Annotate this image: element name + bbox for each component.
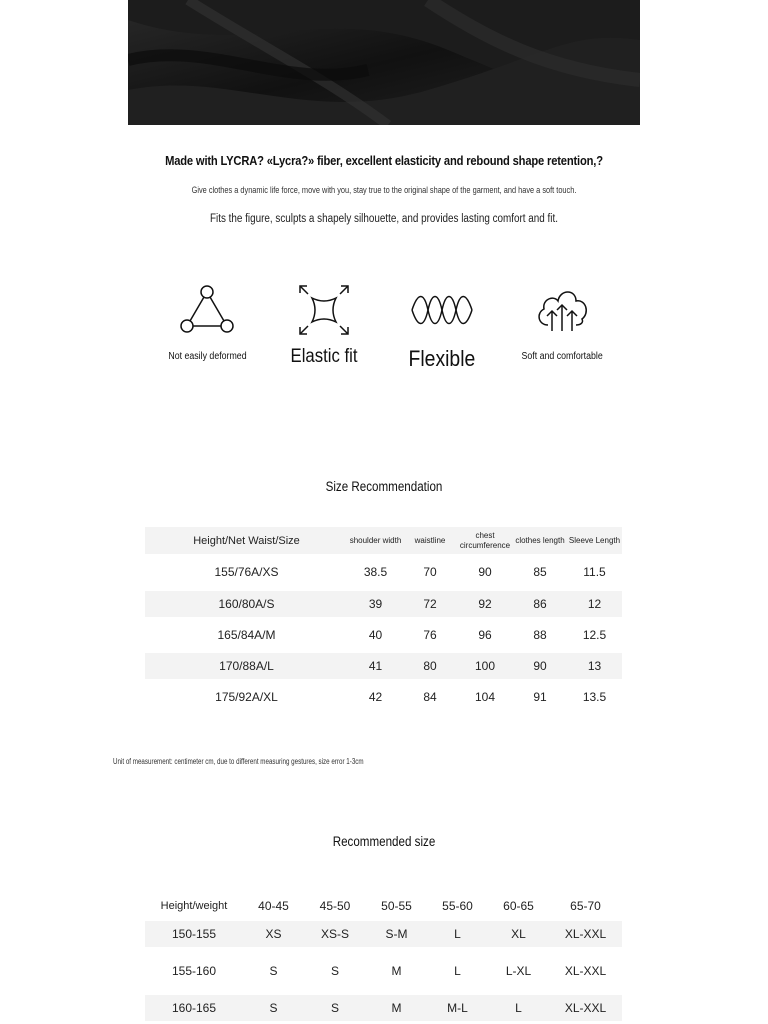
table-row (145, 995, 622, 1021)
table-cell: 13.5 (582, 690, 607, 705)
table-row (145, 653, 622, 679)
table-cell: S (269, 964, 278, 978)
table-cell: XS (243, 921, 304, 947)
table-cell: M-L (427, 995, 488, 1021)
column-header: shoulder width (348, 527, 403, 554)
table-cell: 96 (478, 627, 492, 642)
size-table (145, 527, 622, 716)
table-cell: L-XL (505, 964, 532, 978)
feature-soft (497, 280, 627, 364)
table-cell: XL-XXL (549, 921, 622, 947)
column-header: 40-45 (258, 899, 289, 913)
table-header-row (145, 891, 622, 921)
column-header: 50-55 (381, 899, 412, 913)
table-cell: 155/76A/XS (214, 565, 279, 580)
table-cell: 88 (533, 627, 547, 642)
table-cell: 160-165 (145, 995, 243, 1021)
table-cell: 175/92A/XL (215, 690, 278, 705)
table-cell: L (427, 921, 488, 947)
table-cell: 11.5 (583, 565, 606, 580)
cloud-arrows-icon (497, 280, 627, 340)
table-cell: 40 (368, 627, 383, 642)
table-cell: S (330, 964, 339, 978)
table-cell: 39 (348, 591, 403, 617)
feature-label: Elastic fit (290, 346, 358, 367)
table-cell: 80 (403, 653, 457, 679)
table-row (145, 554, 622, 591)
table-cell: 13 (567, 653, 622, 679)
table-cell: 12.5 (582, 627, 607, 642)
table-cell: S-M (366, 921, 427, 947)
wave-loops-icon (377, 280, 507, 340)
table-row (145, 921, 622, 947)
table-cell: 84 (423, 690, 437, 705)
table-cell: 160/80A/S (145, 591, 348, 617)
table-cell: 155-160 (171, 964, 217, 978)
measurement-note: Unit of measurement: centimeter cm, due to different measuring gestures, size error 1-3cm (113, 757, 364, 766)
column-header: chest circumference (457, 527, 513, 554)
feature-label: Soft and comfortable (521, 351, 603, 362)
table-cell: XL-XXL (549, 995, 622, 1021)
table-cell: 165/84A/M (217, 627, 276, 642)
column-header: Sleeve Length (567, 527, 622, 554)
table-cell: 90 (513, 653, 567, 679)
feature-label: Not easily deformed (167, 351, 247, 362)
table-cell: L (454, 964, 461, 978)
expand-arrows-icon (259, 280, 389, 340)
column-header: 45-50 (319, 899, 351, 913)
column-header: clothes length (513, 527, 567, 554)
table-cell: 85 (533, 565, 547, 580)
table-cell: 100 (457, 653, 513, 679)
table-row (145, 947, 622, 995)
triangle-nodes-icon (142, 280, 272, 340)
table-cell: 90 (478, 565, 492, 580)
size-recommendation-title: Size Recommendation (325, 479, 443, 494)
column-header: Height/Net Waist/Size (145, 527, 348, 554)
fabric-photo (128, 0, 640, 125)
column-header: 55-60 (442, 899, 473, 913)
table-cell: 76 (423, 627, 437, 642)
table-header-row (145, 527, 622, 554)
table-cell: M (366, 995, 427, 1021)
table-cell: XL-XXL (564, 964, 607, 978)
recommended-size-table (145, 891, 622, 1021)
column-header: 60-65 (503, 899, 534, 913)
table-cell: S (243, 995, 304, 1021)
table-cell: L (488, 995, 549, 1021)
feature-label: Flexible (408, 346, 476, 371)
column-header: 65-70 (570, 899, 601, 913)
feature-elastic-fit (259, 280, 389, 368)
table-cell: 42 (368, 690, 383, 705)
table-cell: S (304, 995, 366, 1021)
table-cell: 86 (513, 591, 567, 617)
table-row (145, 591, 622, 617)
table-cell: 92 (457, 591, 513, 617)
table-cell: XS-S (304, 921, 366, 947)
table-cell: 170/88A/L (145, 653, 348, 679)
table-cell: 104 (474, 690, 496, 705)
subline-secondary: Fits the figure, sculpts a shapely silhouette, and provides lasting comfort and fit. (209, 213, 558, 225)
headline: Made with LYCRA? «Lycra?» fiber, excellent elasticity and rebound shape retention,? (165, 153, 603, 168)
table-cell: 91 (533, 690, 547, 705)
table-cell: M (391, 964, 402, 978)
table-row (145, 679, 622, 716)
table-cell: 70 (423, 565, 437, 580)
feature-not-deformed (142, 280, 272, 364)
table-cell: 150-155 (145, 921, 243, 947)
feature-flexible (377, 280, 507, 372)
subline: Give clothes a dynamic life force, move with you, stay true to the original shape of the garment, and have a soft touch. (191, 185, 577, 195)
table-cell: 12 (567, 591, 622, 617)
recommended-size-title: Recommended size (332, 834, 436, 849)
table-row (145, 617, 622, 654)
table-cell: 38.5 (363, 565, 388, 580)
table-cell: 72 (403, 591, 457, 617)
table-cell: 41 (348, 653, 403, 679)
table-cell: XL (488, 921, 549, 947)
column-header: waistline (403, 527, 457, 554)
column-header: Height/weight (160, 900, 228, 912)
